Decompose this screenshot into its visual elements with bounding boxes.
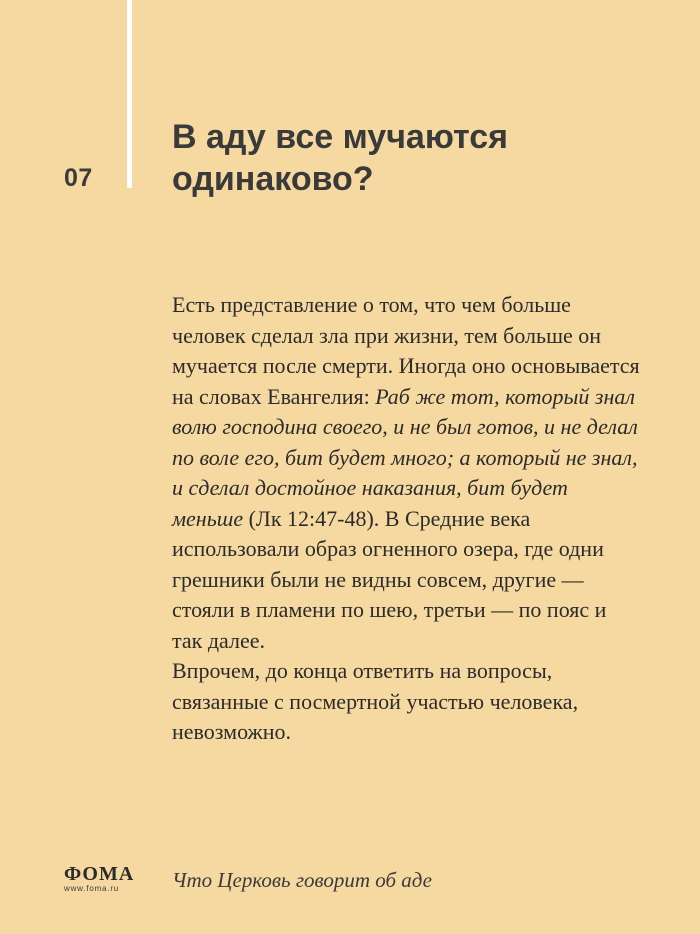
paragraph-2: Впрочем, до конца ответить на вопросы, связанные с посмертной участью человека, невозможно. (172, 658, 579, 744)
title-line-1: В аду все мучаются (172, 118, 508, 156)
paragraph-1-intro: Есть представление о том, что чем больше человек сделал зла при жизни, тем больше он мучается после смерти. Иногда оно основывается на словах Евангелия: (172, 292, 640, 409)
logo-name: ФОМА (64, 863, 135, 885)
logo-url: www.foma.ru (64, 884, 120, 893)
title-line-2: одинаково? (172, 160, 374, 198)
footer-series-title: Что Церковь говорит об аде (172, 868, 432, 892)
gospel-quote: Раб же тот, который знал волю господина своего, и не был готов, и не делал по воле его, бит будет много; а который не знал, и сделал достойное наказания, бит будет меньше (172, 383, 638, 531)
page-title (172, 116, 652, 200)
article-body (172, 290, 642, 748)
page-number: 07 (64, 164, 93, 192)
paragraph-1 (172, 290, 642, 656)
paragraph-1-rest: (Лк 12:47-48). В Средние века использовали образ огненного озера, где одни грешники были не видны совсем, другие — стояли в пламени по шею, третьи — по пояс и так далее. (172, 505, 607, 653)
decorative-vertical-line (127, 0, 132, 188)
foma-logo (64, 864, 136, 894)
